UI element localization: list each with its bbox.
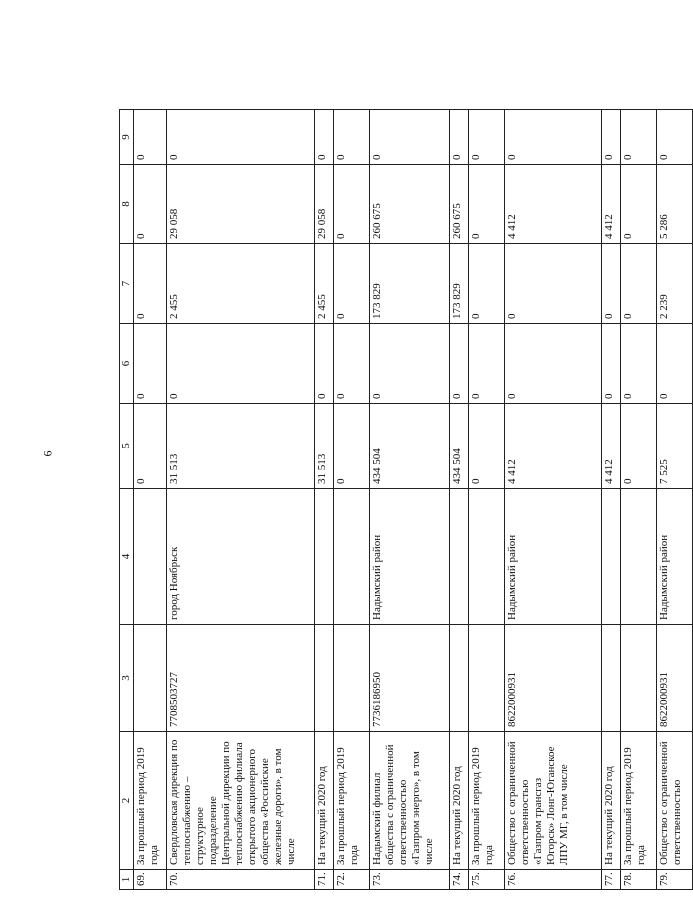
row-value-col8: 260 675 <box>449 165 468 244</box>
table-row <box>369 110 449 890</box>
row-value-col9: 0 <box>166 110 314 165</box>
row-territory <box>468 489 504 625</box>
table-row <box>333 110 369 890</box>
row-value-col9: 0 <box>601 110 620 165</box>
data-table <box>119 109 693 890</box>
table-row <box>166 110 314 890</box>
row-name: За прошлый период 2019 года <box>620 732 656 870</box>
row-value-total: 0 <box>620 404 656 489</box>
row-value-col7: 0 <box>133 244 166 324</box>
table-row <box>656 110 692 890</box>
row-name: Свердловская дирекция по теплоснабжению – структурное подразделение Центральной дирекции по теплоснабжению филиала открытого акционерного общества «Российские железные дороги», в том числе <box>166 732 314 870</box>
row-territory: город Ноябрьск <box>166 489 314 625</box>
row-value-col9: 0 <box>369 110 449 165</box>
row-value-total: 4 412 <box>504 404 601 489</box>
row-value-col7: 0 <box>620 244 656 324</box>
row-value-col7: 173 829 <box>369 244 449 324</box>
row-inn <box>333 625 369 732</box>
row-territory <box>449 489 468 625</box>
row-number: 74. <box>449 870 468 890</box>
row-number: 70. <box>166 870 314 890</box>
row-value-col9: 0 <box>620 110 656 165</box>
row-number: 73. <box>369 870 449 890</box>
row-value-total: 31 513 <box>166 404 314 489</box>
row-value-col6: 0 <box>620 324 656 404</box>
row-name: За прошлый период 2019 года <box>468 732 504 870</box>
row-value-col8: 0 <box>333 165 369 244</box>
table-row <box>620 110 656 890</box>
table-row <box>314 110 333 890</box>
row-name: Общество с ограниченной ответственностью <box>656 732 692 870</box>
row-value-col9: 0 <box>333 110 369 165</box>
row-value-total: 434 504 <box>449 404 468 489</box>
row-name: За прошлый период 2019 года <box>133 732 166 870</box>
row-value-col9: 0 <box>314 110 333 165</box>
rotated-table-container <box>119 110 683 890</box>
row-value-total: 0 <box>133 404 166 489</box>
row-territory <box>620 489 656 625</box>
row-value-col7: 0 <box>601 244 620 324</box>
column-header: 6 <box>120 324 134 404</box>
row-value-col9: 0 <box>468 110 504 165</box>
row-inn <box>601 625 620 732</box>
row-value-col6: 0 <box>314 324 333 404</box>
column-header: 8 <box>120 165 134 244</box>
row-number: 78. <box>620 870 656 890</box>
row-value-col6: 0 <box>449 324 468 404</box>
row-territory <box>601 489 620 625</box>
column-header: 4 <box>120 489 134 625</box>
row-number: 79. <box>656 870 692 890</box>
row-name: За прошлый период 2019 года <box>333 732 369 870</box>
row-value-col7: 0 <box>468 244 504 324</box>
row-number: 72. <box>333 870 369 890</box>
column-header: 3 <box>120 625 134 732</box>
row-inn: 8622000931 <box>504 625 601 732</box>
row-value-col6: 0 <box>333 324 369 404</box>
row-value-col9: 0 <box>656 110 692 165</box>
row-number: 75. <box>468 870 504 890</box>
row-value-col6: 0 <box>601 324 620 404</box>
row-territory <box>133 489 166 625</box>
row-value-col8: 29 058 <box>314 165 333 244</box>
row-value-col7: 2 239 <box>656 244 692 324</box>
row-value-col7: 2 455 <box>166 244 314 324</box>
column-header: 9 <box>120 110 134 165</box>
column-header: 2 <box>120 732 134 870</box>
table-row <box>601 110 620 890</box>
column-header: 7 <box>120 244 134 324</box>
row-value-col8: 4 412 <box>601 165 620 244</box>
row-value-total: 4 412 <box>601 404 620 489</box>
row-value-col9: 0 <box>504 110 601 165</box>
row-value-col6: 0 <box>166 324 314 404</box>
table-row <box>133 110 166 890</box>
row-value-col8: 4 412 <box>504 165 601 244</box>
header-row <box>120 110 134 890</box>
row-value-total: 0 <box>333 404 369 489</box>
row-inn <box>133 625 166 732</box>
row-territory: Надымский район <box>504 489 601 625</box>
row-inn <box>314 625 333 732</box>
row-value-total: 434 504 <box>369 404 449 489</box>
table-row <box>504 110 601 890</box>
table-row <box>468 110 504 890</box>
row-name: На текущий 2020 год <box>449 732 468 870</box>
row-value-col6: 0 <box>504 324 601 404</box>
row-inn <box>620 625 656 732</box>
row-inn: 7708503727 <box>166 625 314 732</box>
row-value-col7: 0 <box>504 244 601 324</box>
row-inn: 7736186950 <box>369 625 449 732</box>
row-territory: Надымский район <box>656 489 692 625</box>
row-value-col7: 0 <box>333 244 369 324</box>
row-territory: Надымский район <box>369 489 449 625</box>
row-value-col8: 0 <box>468 165 504 244</box>
row-inn <box>468 625 504 732</box>
row-value-total: 31 513 <box>314 404 333 489</box>
row-value-col6: 0 <box>369 324 449 404</box>
row-number: 69. <box>133 870 166 890</box>
column-header: 5 <box>120 404 134 489</box>
row-name: На текущий 2020 год <box>601 732 620 870</box>
row-value-col6: 0 <box>468 324 504 404</box>
column-header: 1 <box>120 870 134 890</box>
row-inn <box>449 625 468 732</box>
row-name: Общество с ограниченной ответственностью «Газпром трансгаз Югорск» Лонг-Юганское ЛПУ МГ, в том числе <box>504 732 601 870</box>
row-value-col9: 0 <box>449 110 468 165</box>
row-value-col9: 0 <box>133 110 166 165</box>
row-inn: 8622000931 <box>656 625 692 732</box>
row-value-col8: 0 <box>133 165 166 244</box>
row-value-col7: 173 829 <box>449 244 468 324</box>
row-value-total: 0 <box>468 404 504 489</box>
row-value-total: 7 525 <box>656 404 692 489</box>
row-value-col8: 29 058 <box>166 165 314 244</box>
table-row <box>449 110 468 890</box>
row-value-col8: 0 <box>620 165 656 244</box>
row-value-col8: 5 286 <box>656 165 692 244</box>
page-number: 6 <box>40 450 55 457</box>
row-value-col7: 2 455 <box>314 244 333 324</box>
row-number: 76. <box>504 870 601 890</box>
row-value-col6: 0 <box>133 324 166 404</box>
row-value-col8: 260 675 <box>369 165 449 244</box>
row-territory <box>333 489 369 625</box>
row-name: Надымский филиал общества с ограниченной ответственностью «Газпром энерго», в том числе <box>369 732 449 870</box>
row-name: На текущий 2020 год <box>314 732 333 870</box>
row-value-col6: 0 <box>656 324 692 404</box>
row-number: 71. <box>314 870 333 890</box>
row-number: 77. <box>601 870 620 890</box>
row-territory <box>314 489 333 625</box>
